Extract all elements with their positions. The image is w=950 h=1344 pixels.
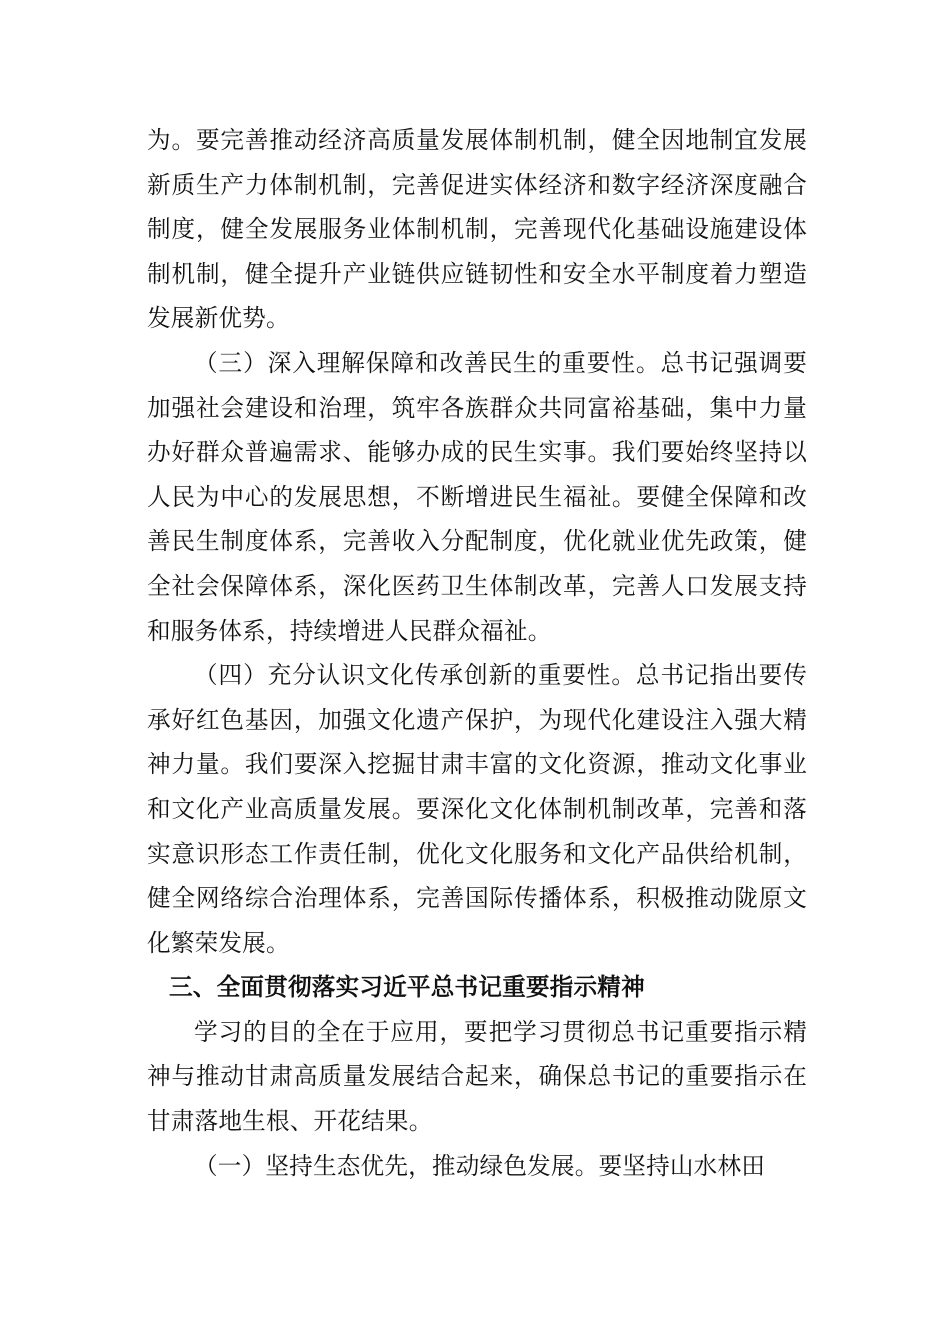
paragraph-section-4: （四）充分认识文化传承创新的重要性。总书记指出要传承好红色基因，加强文化遗产保护，为现代化建设注入强大精神力量。我们要深入挖掘甘肃丰富的文化资源，推动文化事业和文化产业高质量发展。要深化文化体制机制改革，完善和落实意识形态工作责任制，优化文化服务和文化产品供给机制，健全网络综合治理体系，完善国际传播体系，积极推动陇原文化繁荣发展。 [147,661,807,957]
paragraph-section-3: （三）深入理解保障和改善民生的重要性。总书记强调要加强社会建设和治理，筑牢各族群众共同富裕基础，集中力量办好群众普遍需求、能够办成的民生实事。我们要始终坚持以人民为中心的发展思想，不断增进民生福祉。要健全保障和改善民生制度体系，完善收入分配制度，优化就业优先政策，健全社会保障体系，深化医药卫生体制改革，完善人口发展支持和服务体系，持续增进人民群众福祉。 [147,348,807,645]
section-heading: 三、全面贯彻落实习近平总书记重要指示精神 [169,973,645,1002]
paragraph-continuation: 为。要完善推动经济高质量发展体制机制，健全因地制宜发展新质生产力体制机制，完善促进实体经济和数字经济深度融合制度，健全发展服务业体制机制，完善现代化基础设施建设体制机制，健全提升产业链供应链韧性和安全水平制度着力塑造发展新优势。 [147,126,807,333]
paragraph-intro: 学习的目的全在于应用，要把学习贯彻总书记重要指示精神与推动甘肃高质量发展结合起来，确保总书记的重要指示在甘肃落地生根、开花结果。 [147,1017,807,1136]
document-body [147,118,807,1188]
paragraph-item-1: （一）坚持生态优先，推动绿色发展。要坚持山水林田 [194,1151,766,1180]
